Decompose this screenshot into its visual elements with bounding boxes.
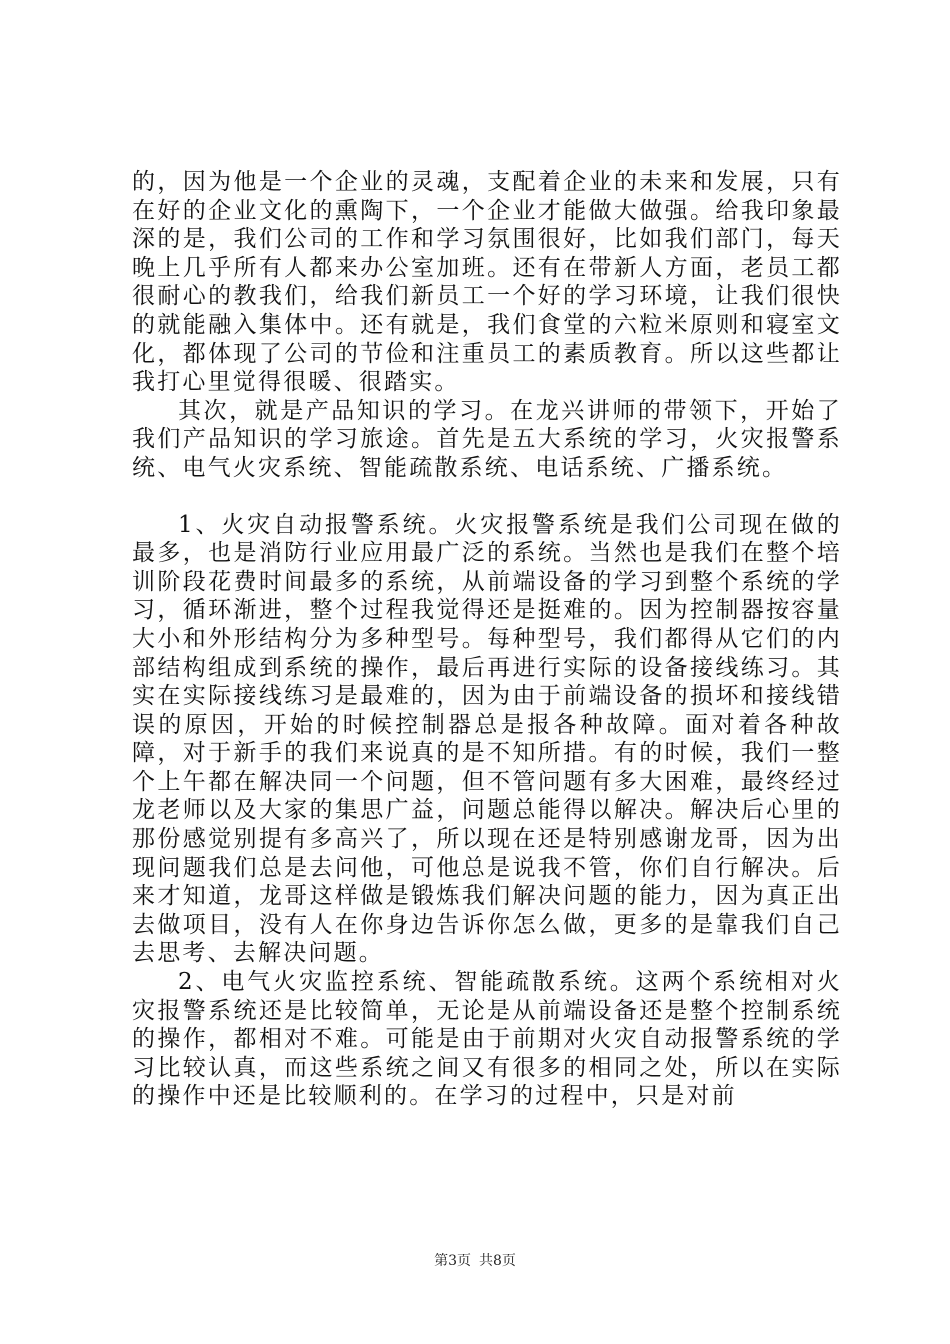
paragraph-electrical-fire-system: 2、电气火灾监控系统、智能疏散系统。这两个系统相对火灾报警系统还是比较简单，无论是从前端设备还是整个控制系统的操作，都相对不难。可能是由于前期对火灾自动报警系统的学习比较认真，而这些系统之间又有很多的相同之处，所以在实际的操作中还是比较顺利的。在学习的过程中，只是对前 (132, 969, 842, 1110)
paragraph-company-culture: 的，因为他是一个企业的灵魂，支配着企业的未来和发展，只有在好的企业文化的熏陶下，一个企业才能做大做强。给我印象最深的是，我们公司的工作和学习氛围很好，比如我们部门，每天晚上几乎所有人都来办公室加班。还有在带新人方面，老员工都很耐心的教我们，给我们新员工一个好的学习环境，让我们很快的就能融入集体中。还有就是，我们食堂的六粒米原则和寝室文化，都体现了公司的节俭和注重员工的素质教育。所以这些都让我打心里觉得很暖、很踏实。 (132, 169, 842, 396)
paragraph-fire-alarm-system: 1、火灾自动报警系统。火灾报警系统是我们公司现在做的最多，也是消防行业应用最广泛的系统。当然也是我们在整个培训阶段花费时间最多的系统，从前端设备的学习到整个系统的学习，循环渐进，整个过程我觉得还是挺难的。因为控制器按容量大小和外形结构分为多种型号。每种型号，我们都得从它们的内部结构组成到系统的操作，最后再进行实际的设备接线练习。其实在实际接线练习是最难的，因为由于前端设备的损坏和接线错误的原因，开始的时候控制器总是报各种故障。面对着各种故障，对于新手的我们来说真的是不知所措。有的时候，我们一整个上午都在解决同一个问题，但不管问题有多大困难，最终经过龙老师以及大家的集思广益，问题总能得以解决。解决后心里的那份感觉别提有多高兴了，所以现在还是特别感谢龙哥，因为出现问题我们总是去问他，可他总是说我不管，你们自行解决。后来才知道，龙哥这样做是锻炼我们解决问题的能力，因为真正出去做项目，没有人在你身边告诉你怎么做，更多的是靠我们自己去思考、去解决问题。 (132, 511, 842, 967)
page-number: 第3页 (434, 1253, 471, 1269)
page-total: 共8页 (479, 1253, 516, 1269)
page-footer (0, 1252, 950, 1270)
document-body (132, 168, 842, 1111)
paragraph-product-knowledge: 其次，就是产品知识的学习。在龙兴讲师的带领下，开始了我们产品知识的学习旅途。首先是五大系统的学习，火灾报警系统、电气火灾系统、智能疏散系统、电话系统、广播系统。 (132, 397, 842, 481)
